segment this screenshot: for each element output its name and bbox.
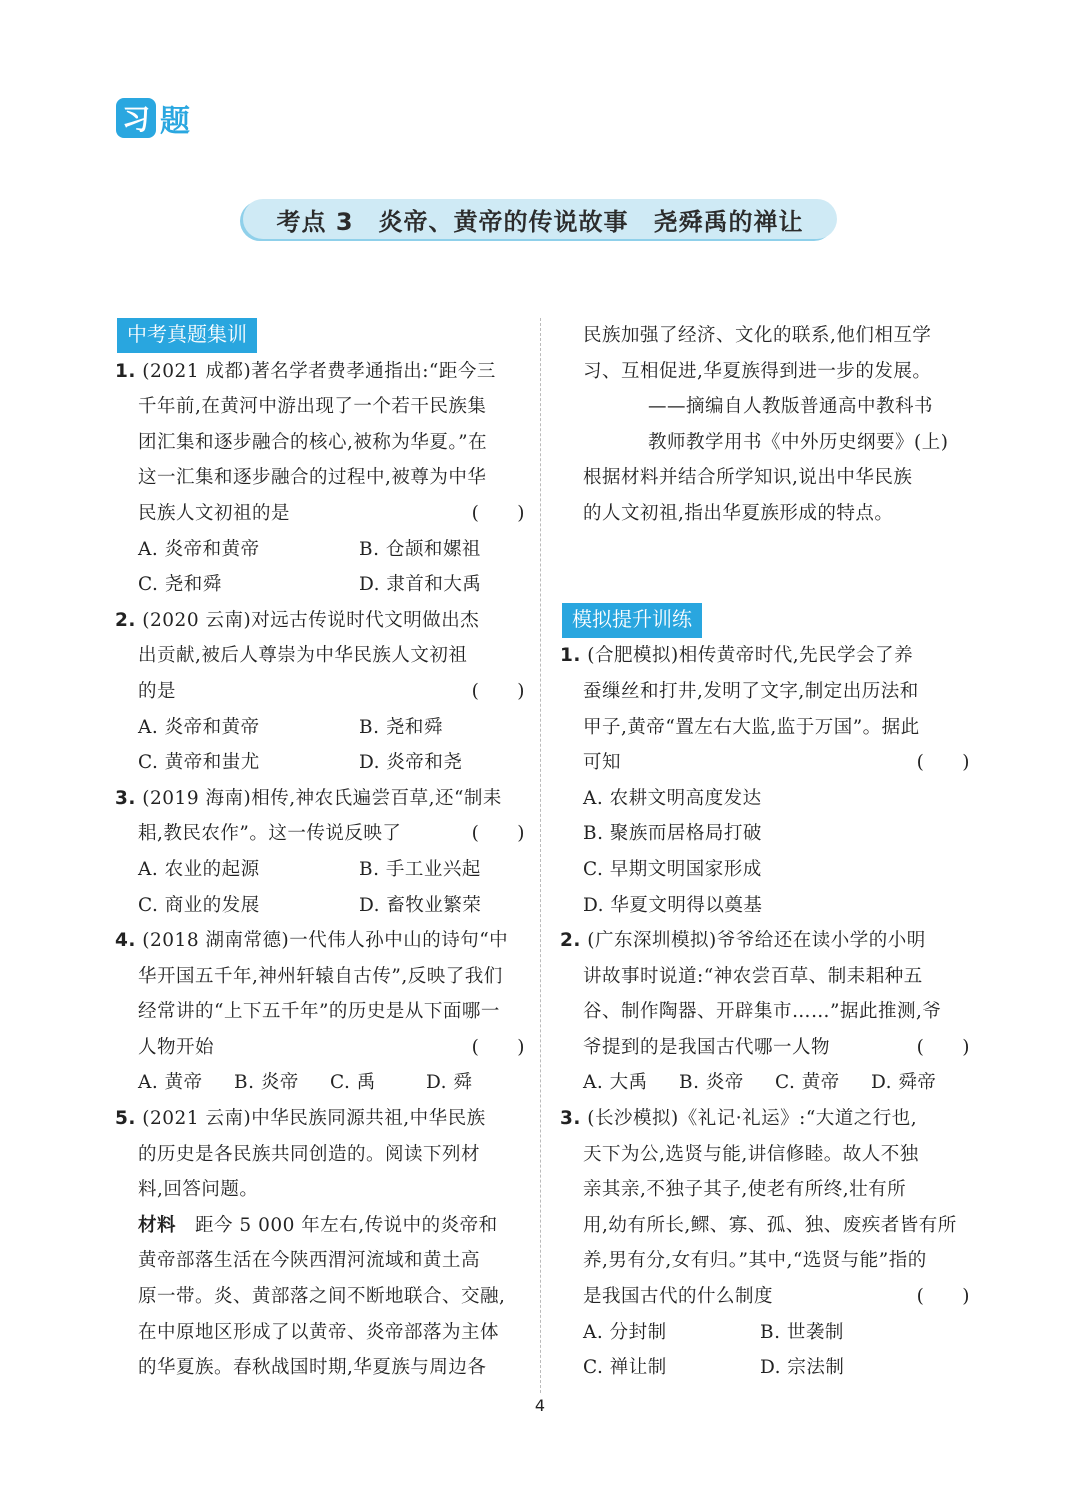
answer-blank[interactable]: ( ) [471,502,525,524]
column-divider [540,318,541,1393]
question-line [560,1279,970,1315]
section-header-wrap [115,318,525,354]
option-d[interactable]: D. 华夏文明得以奠基 [583,894,763,916]
option-b[interactable]: B. 仓颉和嫘祖 [359,538,481,560]
section-header-mock: 模拟提升训练 [562,603,702,638]
question-line: 千年前,在黄河中游出现了一个若干民族集 [138,396,487,418]
question-line: 养,男有分,女有归。”其中,“选贤与能”指的 [583,1250,927,1272]
question-text: 民族人文初祖的是 [138,502,291,524]
option-c[interactable]: C. 商业的发展 [138,894,260,916]
option-c[interactable]: C. 尧和舜 [138,574,222,596]
question-text: 耜,教民农作”。这一传说反映了 [138,823,402,845]
question-text: 的是 [138,680,177,702]
question-line: 讲故事时说道:“神农尝百草、制耒耜种五 [583,965,923,987]
question-number: 1. [115,360,136,382]
question-number: 3. [560,1108,581,1130]
option-a[interactable]: A. 炎帝和黄帝 [138,538,260,560]
source-line: ——摘编自人教版普通高中教科书 [648,396,934,418]
option-row [560,1065,970,1101]
option-row [115,567,525,603]
question-line [560,1030,970,1066]
option-d[interactable]: D. 舜帝 [871,1072,937,1094]
question-line: 的人文初祖,指出华夏族形成的特点。 [583,502,894,524]
option-row [560,1315,970,1351]
question-line [115,674,525,710]
option-a[interactable]: A. 炎帝和黄帝 [138,716,260,738]
option-a[interactable]: A. 分封制 [583,1321,667,1343]
option-b[interactable]: B. 世袭制 [760,1321,844,1343]
question-text: (2018 湖南常德)一代伟人孙中山的诗句“中 [142,930,509,952]
option-row [560,1350,970,1386]
question-line: 出贡献,被后人尊崇为中华民族人文初祖 [138,645,468,667]
option-d[interactable]: D. 炎帝和尧 [359,752,463,774]
option-a[interactable]: A. 大禹 [583,1072,648,1094]
section-header-exam: 中考真题集训 [117,318,257,353]
question-line [560,923,970,959]
material-label: 材料 [138,1214,177,1236]
topic-banner: 考点 3 炎帝、黄帝的传说故事 尧舜禹的禅让 [243,199,837,239]
question-line [115,816,525,852]
question-text: 是我国古代的什么制度 [583,1286,774,1308]
answer-blank[interactable]: ( ) [916,1036,970,1058]
question-line [115,1101,525,1137]
question-line [115,781,525,817]
question-line [560,1101,970,1137]
right-column [560,318,970,1386]
option-row [115,888,525,924]
option-b[interactable]: B. 尧和舜 [359,716,443,738]
question-text: (长沙模拟)《礼记·礼运》:“大道之行也, [587,1108,918,1130]
question-line: 天下为公,选贤与能,讲信修睦。故人不独 [583,1143,919,1165]
answer-blank[interactable]: ( ) [471,823,525,845]
option-b[interactable]: B. 炎帝 [679,1072,744,1094]
question-number: 5. [115,1108,136,1130]
option-c[interactable]: C. 黄帝 [775,1072,840,1094]
question-line: 蚕缫丝和打井,发明了文字,制定出历法和 [583,680,919,702]
question-number: 1. [560,645,581,667]
answer-blank[interactable]: ( ) [916,1286,970,1308]
question-line: 亲其亲,不独子其子,使老有所终,壮有所 [583,1179,907,1201]
material-line [115,1208,525,1244]
question-number: 2. [560,930,581,952]
exercise-logo [116,96,190,140]
spacer [560,567,970,603]
option-row [115,852,525,888]
question-line [560,638,970,674]
material-line: 习、互相促进,华夏族得到进一步的发展。 [583,360,932,382]
option-c[interactable]: C. 禅让制 [583,1357,667,1379]
material-text: 距今 5 000 年左右,传说中的炎帝和 [195,1214,498,1236]
question-number: 2. [115,609,136,631]
question-line: 谷、制作陶器、开辟集市……”据此推测,爷 [583,1001,942,1023]
question-text: 人物开始 [138,1036,215,1058]
question-line: 的历史是各民族共同创造的。阅读下列材 [138,1143,481,1165]
source-line: 教师教学用书《中外历史纲要》(上) [648,431,949,453]
question-line [115,496,525,532]
option-a[interactable]: A. 黄帝 [138,1072,203,1094]
question-text: 爷提到的是我国古代哪一人物 [583,1036,831,1058]
option-b[interactable]: B. 聚族而居格局打破 [583,823,762,845]
question-line [115,1030,525,1066]
question-line [115,923,525,959]
question-number: 4. [115,930,136,952]
question-line: 团汇集和逐步融合的核心,被称为华夏。”在 [138,431,488,453]
question-line: 这一汇集和逐步融合的过程中,被尊为中华 [138,467,487,489]
question-line: 用,幼有所长,鳏、寡、孤、独、废疾者皆有所 [583,1214,957,1236]
question-line [115,354,525,390]
option-a[interactable]: A. 农业的起源 [138,858,260,880]
question-line: 根据材料并结合所学知识,说出中华民族 [583,467,913,489]
question-line [115,603,525,639]
option-c[interactable]: C. 早期文明国家形成 [583,858,762,880]
option-row [115,710,525,746]
answer-blank[interactable]: ( ) [916,752,970,774]
left-column [115,318,525,1386]
spacer [560,532,970,568]
answer-blank[interactable]: ( ) [471,1036,525,1058]
option-row [115,745,525,781]
answer-blank[interactable]: ( ) [471,680,525,702]
option-c[interactable]: C. 禹 [330,1072,376,1094]
question-line: 料,回答问题。 [138,1179,259,1201]
question-text: (2021 云南)中华民族同源共祖,中华民族 [142,1108,486,1130]
question-line: 甲子,黄帝“置左右大监,监于万国”。据此 [583,716,920,738]
option-row [115,1065,525,1101]
option-d[interactable]: D. 畜牧业繁荣 [359,894,482,916]
material-line: 民族加强了经济、文化的联系,他们相互学 [583,325,932,346]
material-line: 在中原地区形成了以黄帝、炎帝部落为主体 [138,1321,500,1343]
option-c[interactable]: C. 黄帝和蚩尤 [138,752,260,774]
question-text: (合肥模拟)相传黄帝时代,先民学会了养 [587,645,914,667]
option-a[interactable]: A. 农耕文明高度发达 [583,787,762,809]
page-number: 4 [534,1396,546,1415]
option-row [115,532,525,568]
question-text: (2020 云南)对远古传说时代文明做出杰 [142,609,480,631]
question-text: (2021 成都)著名学者费孝通指出:“距今三 [142,360,496,382]
section-header-wrap [560,603,970,639]
material-line: 黄帝部落生活在今陕西渭河流域和黄土高 [138,1250,481,1272]
material-line: 原一带。炎、黄部落之间不断地联合、交融, [138,1286,506,1308]
logo-box: 习 [116,98,156,138]
question-text: 可知 [583,752,622,774]
question-text: (2019 海南)相传,神农氏遍尝百草,还“制耒 [142,787,502,809]
question-line [560,745,970,781]
option-b[interactable]: B. 炎帝 [234,1072,299,1094]
option-d[interactable]: D. 隶首和大禹 [359,574,482,596]
logo-tail: 题 [160,104,190,139]
material-line: 的华夏族。春秋战国时期,华夏族与周边各 [138,1357,487,1379]
question-line: 经常讲的“上下五千年”的历史是从下面哪一 [138,1001,500,1023]
question-number: 3. [115,787,136,809]
question-line: 华开国五千年,神州轩辕自古传”,反映了我们 [138,965,503,987]
option-d[interactable]: D. 宗法制 [760,1357,845,1379]
option-d[interactable]: D. 舜 [426,1072,473,1094]
option-b[interactable]: B. 手工业兴起 [359,858,481,880]
question-text: (广东深圳模拟)爷爷给还在读小学的小明 [587,930,926,952]
